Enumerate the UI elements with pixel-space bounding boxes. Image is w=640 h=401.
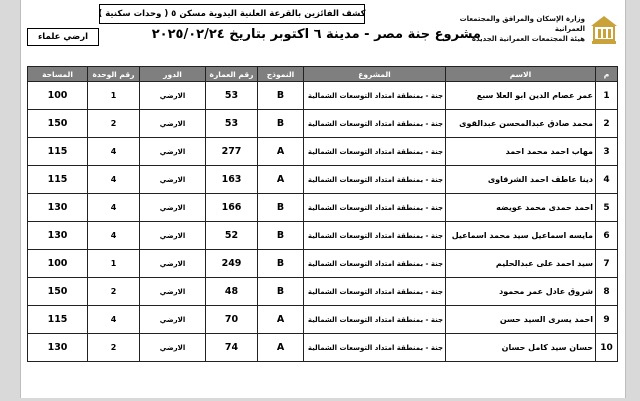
table-row — [28, 110, 618, 138]
row-index: 4 — [596, 166, 618, 194]
area: 150 — [28, 110, 88, 138]
unit-number: 2 — [88, 334, 140, 362]
project-title: مشروع جنة مصر - مدينة ٦ اكتوبر بتاريخ ٢٠٢٥/٠٢/٢٤ — [151, 27, 481, 42]
row-index: 2 — [596, 110, 618, 138]
winner-name: عمر عصام الدين ابو العلا سبع — [446, 82, 596, 110]
table-row — [28, 334, 618, 362]
project-name: جنة - بمنطقة امتداد التوسعات الشمالية — [304, 82, 446, 110]
floor: الارضي — [140, 306, 206, 334]
unit-number: 2 — [88, 110, 140, 138]
area: 115 — [28, 138, 88, 166]
unit-number: 2 — [88, 278, 140, 306]
row-index: 7 — [596, 250, 618, 278]
project-name: جنة - بمنطقة امتداد التوسعات الشمالية — [304, 250, 446, 278]
model: A — [258, 306, 304, 334]
col-header-building: رقم العمارة — [206, 67, 258, 82]
col-header-model: النموذج — [258, 67, 304, 82]
row-index: 10 — [596, 334, 618, 362]
building-number: 52 — [206, 222, 258, 250]
land-type-label: ارضي علماء — [27, 28, 99, 46]
list-title: كشف الفائزين بالقرعة العلنية اليدوية مسكن ٥ ( وحدات سكنية ) — [99, 4, 365, 24]
model: B — [258, 82, 304, 110]
project-name: جنة - بمنطقة امتداد التوسعات الشمالية — [304, 306, 446, 334]
row-index: 9 — [596, 306, 618, 334]
unit-number: 4 — [88, 306, 140, 334]
area: 100 — [28, 250, 88, 278]
winner-name: احمد حمدى محمد عويضه — [446, 194, 596, 222]
table-row — [28, 82, 618, 110]
col-header-unit: رقم الوحدة — [88, 67, 140, 82]
area: 150 — [28, 278, 88, 306]
winner-name: مايسه اسماعيل سيد محمد اسماعيل — [446, 222, 596, 250]
ministry-line-2: هيئة المجتمعات العمرانية الجديدة — [471, 35, 585, 43]
floor: الارضي — [140, 194, 206, 222]
model: B — [258, 250, 304, 278]
building-number: 166 — [206, 194, 258, 222]
table-header-row — [28, 67, 618, 82]
building-number: 70 — [206, 306, 258, 334]
row-index: 6 — [596, 222, 618, 250]
floor: الارضي — [140, 334, 206, 362]
floor: الارضي — [140, 250, 206, 278]
building-number: 74 — [206, 334, 258, 362]
document-page — [20, 0, 626, 398]
building-number: 163 — [206, 166, 258, 194]
col-header-project: المشروع — [304, 67, 446, 82]
authority-logo-icon — [589, 14, 619, 46]
table-row — [28, 278, 618, 306]
project-name: جنة - بمنطقة امتداد التوسعات الشمالية — [304, 138, 446, 166]
area: 130 — [28, 222, 88, 250]
table-row — [28, 306, 618, 334]
ministry-line-1: وزارة الإسكان والمرافق والمجتمعات العمرانية — [459, 15, 585, 33]
project-name: جنة - بمنطقة امتداد التوسعات الشمالية — [304, 278, 446, 306]
table-row — [28, 194, 618, 222]
floor: الارضي — [140, 110, 206, 138]
col-header-area: المساحة — [28, 67, 88, 82]
winner-name: دينا عاطف احمد الشرقاوى — [446, 166, 596, 194]
table-row — [28, 222, 618, 250]
building-number: 53 — [206, 82, 258, 110]
winner-name: مهاب احمد محمد احمد — [446, 138, 596, 166]
row-index: 1 — [596, 82, 618, 110]
model: A — [258, 166, 304, 194]
col-header-floor: الدور — [140, 67, 206, 82]
row-index: 5 — [596, 194, 618, 222]
floor: الارضي — [140, 278, 206, 306]
building-number: 48 — [206, 278, 258, 306]
winners-table — [27, 66, 618, 362]
area: 115 — [28, 306, 88, 334]
winner-name: محمد صادق عبدالمحسن عبدالقوى — [446, 110, 596, 138]
project-name: جنة - بمنطقة امتداد التوسعات الشمالية — [304, 222, 446, 250]
building-number: 277 — [206, 138, 258, 166]
floor: الارضي — [140, 166, 206, 194]
project-name: جنة - بمنطقة امتداد التوسعات الشمالية — [304, 334, 446, 362]
area: 130 — [28, 194, 88, 222]
project-name: جنة - بمنطقة امتداد التوسعات الشمالية — [304, 166, 446, 194]
area: 130 — [28, 334, 88, 362]
model: B — [258, 222, 304, 250]
building-number: 53 — [206, 110, 258, 138]
building-number: 249 — [206, 250, 258, 278]
winner-name: شروق عادل عمر محمود — [446, 278, 596, 306]
model: A — [258, 334, 304, 362]
col-header-name: الاسم — [446, 67, 596, 82]
unit-number: 4 — [88, 138, 140, 166]
unit-number: 1 — [88, 250, 140, 278]
col-header-index: م — [596, 67, 618, 82]
winner-name: سيد احمد على عبدالحليم — [446, 250, 596, 278]
floor: الارضي — [140, 222, 206, 250]
model: B — [258, 110, 304, 138]
floor: الارضي — [140, 82, 206, 110]
unit-number: 1 — [88, 82, 140, 110]
floor: الارضي — [140, 138, 206, 166]
table-row — [28, 250, 618, 278]
table-row — [28, 138, 618, 166]
area: 100 — [28, 82, 88, 110]
table-row — [28, 166, 618, 194]
model: B — [258, 194, 304, 222]
unit-number: 4 — [88, 166, 140, 194]
project-name: جنة - بمنطقة امتداد التوسعات الشمالية — [304, 194, 446, 222]
winner-name: احمد يسرى السيد حسن — [446, 306, 596, 334]
unit-number: 4 — [88, 194, 140, 222]
model: A — [258, 138, 304, 166]
unit-number: 4 — [88, 222, 140, 250]
winner-name: حسان سيد كامل حسان — [446, 334, 596, 362]
row-index: 8 — [596, 278, 618, 306]
area: 115 — [28, 166, 88, 194]
model: B — [258, 278, 304, 306]
project-name: جنة - بمنطقة امتداد التوسعات الشمالية — [304, 110, 446, 138]
row-index: 3 — [596, 138, 618, 166]
